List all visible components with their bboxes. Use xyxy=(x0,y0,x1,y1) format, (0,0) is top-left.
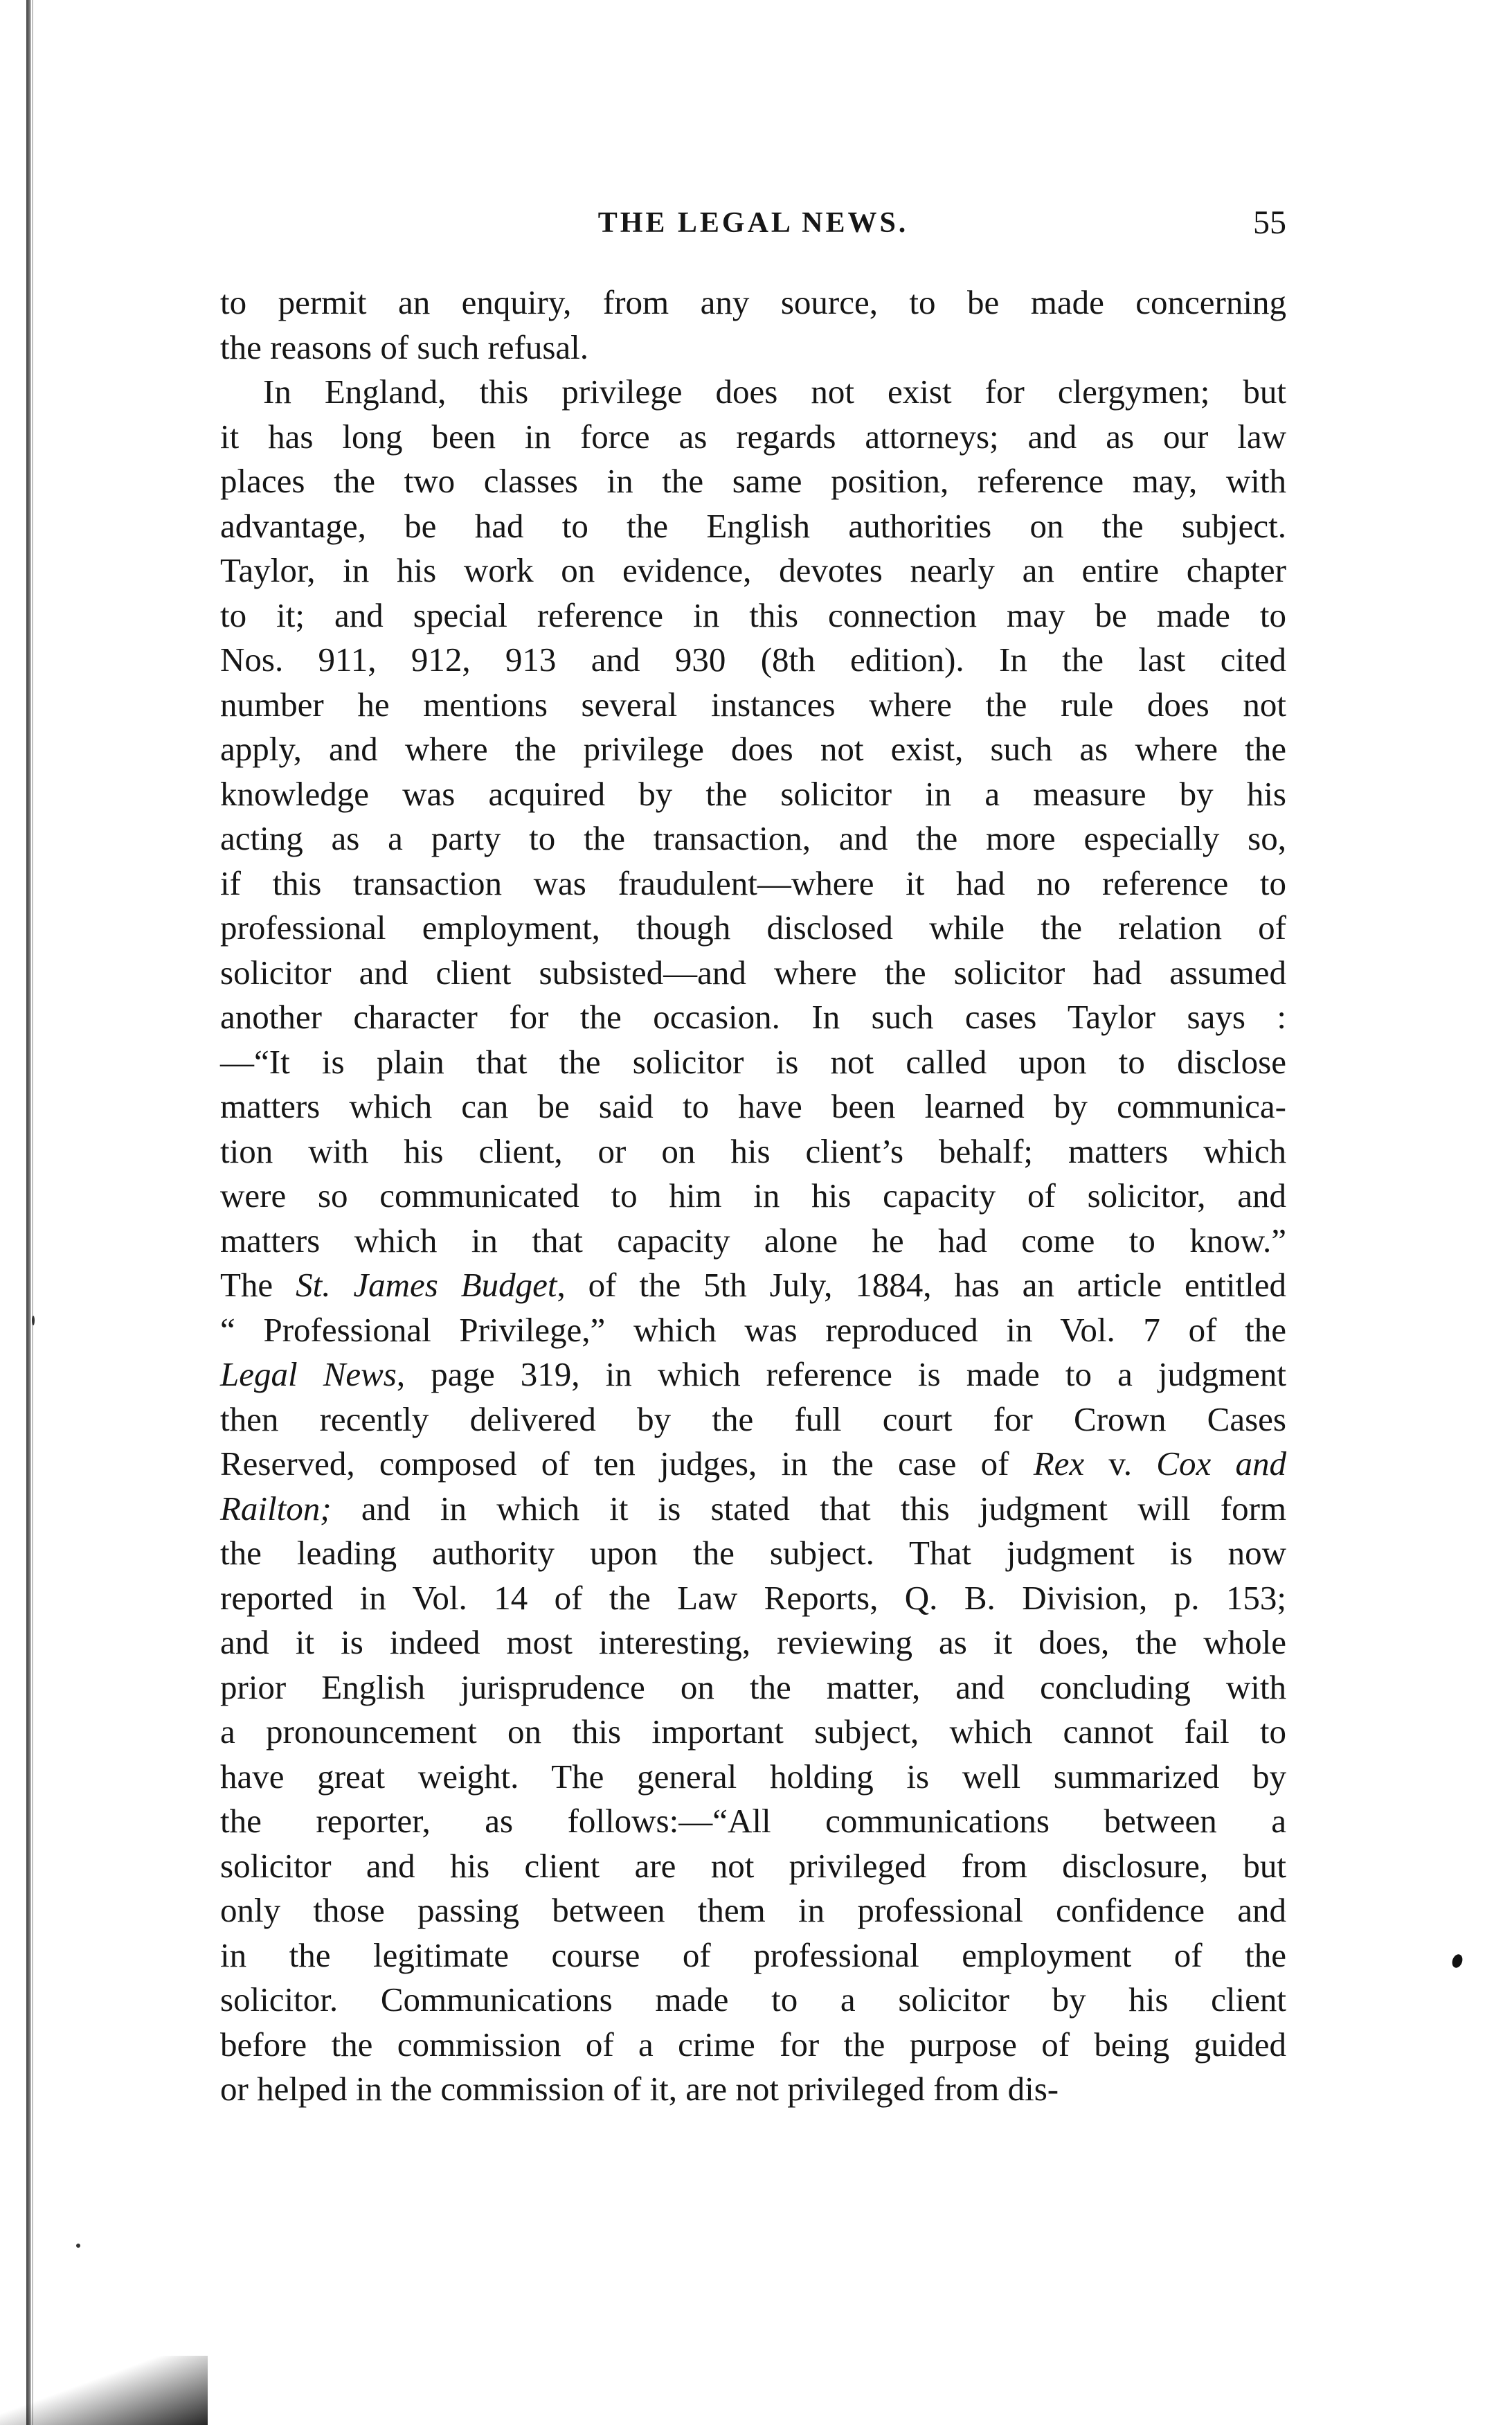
text-line: places the two classes in the same position, reference may, with xyxy=(220,462,1286,500)
text-line: then recently delivered by the full court for Crown Cases xyxy=(220,1399,1286,1438)
text-line: prior English jurisprudence on the matter, and concluding with xyxy=(220,1667,1286,1706)
text-line: before the commission of a crime for the purpose of being guided xyxy=(220,2025,1286,2064)
binding-edge xyxy=(26,0,31,2425)
text-line: in the legitimate course of professional employment of the xyxy=(220,1935,1286,1974)
text-line: Legal News, page 319, in which reference is made to a judgment xyxy=(220,1355,1287,1393)
text-line: Nos. 911, 912, 913 and 930 (8th edition). In the last cited xyxy=(220,641,1286,679)
text-line: advantage, be had to the English authorities on the subject. xyxy=(220,506,1286,545)
text-line: tion with his client, or on his client’s behalf; matters which xyxy=(220,1131,1286,1170)
corner-shadow xyxy=(0,2356,208,2425)
text-line: a pronouncement on this important subject, which cannot fail to xyxy=(220,1712,1286,1751)
text-line: solicitor and client subsisted—and where the solicitor had assumed xyxy=(220,953,1286,992)
text-line: it has long been in force as regards attorneys; and as our law xyxy=(220,417,1286,456)
body-text xyxy=(220,280,1286,2112)
text-line: were so communicated to him in his capacity of solicitor, and xyxy=(220,1176,1286,1215)
text-line: if this transaction was fraudulent—where it had no reference to xyxy=(220,863,1286,902)
text-line: solicitor. Communications made to a solicitor by his client xyxy=(220,1980,1286,2019)
text-line: number he mentions several instances where the rule does not xyxy=(220,685,1286,724)
text-line: In England, this privilege does not exist for clergymen; but xyxy=(263,373,1286,411)
page-header xyxy=(220,206,1286,255)
text-line: the leading authority upon the subject. That judgment is now xyxy=(220,1534,1286,1572)
text-line: Railton; and in which it is stated that this judgment will form xyxy=(220,1489,1286,1528)
text-line: matters which in that capacity alone he had come to know.” xyxy=(220,1221,1286,1260)
text-line: the reporter, as follows:—“All communications between a xyxy=(220,1802,1286,1840)
text-line: professional employment, though disclosed while the relation of xyxy=(220,909,1286,947)
text-line: knowledge was acquired by the solicitor in a measure by his xyxy=(220,774,1286,813)
text-line: acting as a party to the transaction, and the more especially so, xyxy=(220,819,1286,857)
text-line: only those passing between them in professional confidence and xyxy=(220,1891,1286,1929)
ink-speck xyxy=(1450,1953,1464,1969)
ink-dot xyxy=(76,2244,80,2248)
text-line: have great weight. The general holding is well summarized by xyxy=(220,1757,1286,1796)
text-line: solicitor and his client are not privileged from disclosure, but xyxy=(220,1846,1286,1885)
text-line: or helped in the commission of it, are not privileged from dis- xyxy=(220,2070,1059,2108)
text-line: reported in Vol. 14 of the Law Reports, Q. B. Division, p. 153; xyxy=(220,1578,1286,1617)
ink-mark xyxy=(32,1316,35,1325)
text-line: matters which can be said to have been learned by communica- xyxy=(220,1087,1286,1125)
text-line: apply, and where the privilege does not exist, such as where the xyxy=(220,730,1286,768)
text-line: to it; and special reference in this connection may be made to xyxy=(220,596,1286,634)
text-line: another character for the occasion. In such cases Taylor says : xyxy=(220,998,1286,1036)
binding-edge-line xyxy=(32,0,33,2425)
text-line: Taylor, in his work on evidence, devotes nearly an entire chapter xyxy=(220,551,1286,589)
text-line: and it is indeed most interesting, reviewing as it does, the whole xyxy=(220,1623,1286,1661)
text-line: Reserved, composed of ten judges, in the case of Rex v. Cox and xyxy=(220,1444,1286,1483)
text-line: “ Professional Privilege,” which was reproduced in Vol. 7 of the xyxy=(220,1310,1286,1349)
text-line: The St. James Budget, of the 5th July, 1884, has an article entitled xyxy=(220,1266,1287,1304)
text-line: the reasons of such refusal. xyxy=(220,328,589,366)
text-line: to permit an enquiry, from any source, to be made concerning xyxy=(220,283,1286,321)
running-title: THE LEGAL NEWS. xyxy=(597,207,909,239)
text-line: —“It is plain that the solicitor is not called upon to disclose xyxy=(220,1042,1286,1081)
page-number: 55 xyxy=(1253,204,1286,241)
